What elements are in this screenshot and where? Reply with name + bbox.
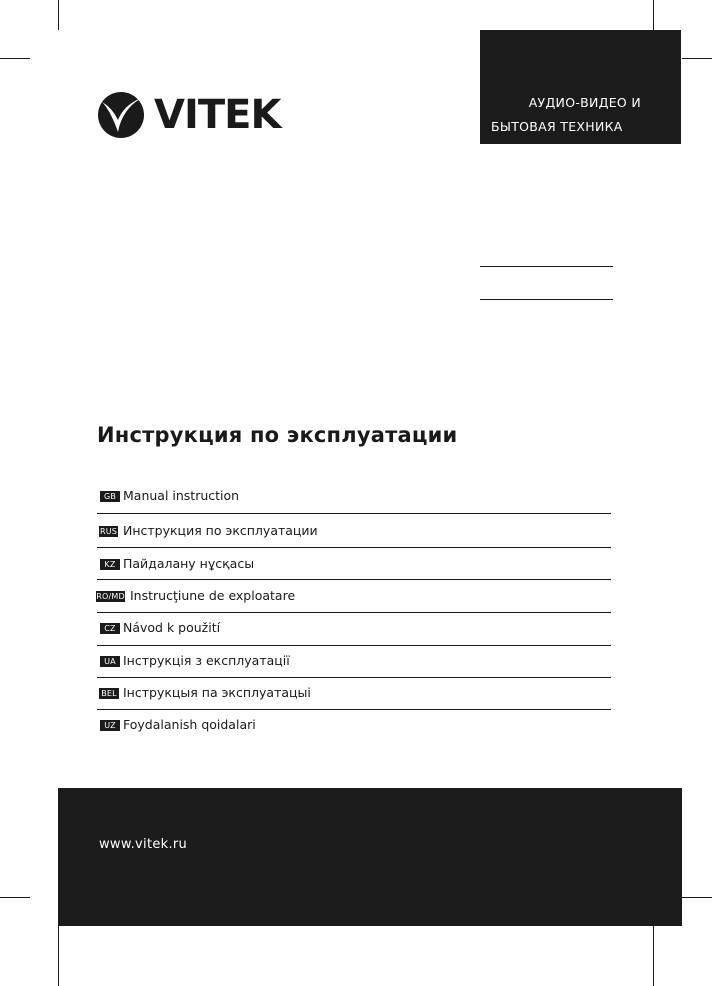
vitek-logo-icon xyxy=(98,92,144,138)
lang-label: Návod k použití xyxy=(123,620,221,635)
lang-item-bel xyxy=(97,685,611,720)
brand-name: VITEK xyxy=(154,92,281,138)
lang-code-badge: KZ xyxy=(100,559,120,570)
website-link[interactable]: www.vitek.ru xyxy=(99,837,188,852)
lang-item-gb xyxy=(97,488,611,523)
lang-label: Instrucţiune de exploatare xyxy=(130,588,296,603)
vitek-logo xyxy=(98,92,280,138)
lang-label: Инструкция по эксплуатации xyxy=(123,523,318,538)
crop-mark xyxy=(682,897,712,898)
lang-item-uz xyxy=(97,717,611,752)
lang-label: Foydalanish qoidalari xyxy=(123,717,256,732)
crop-mark xyxy=(653,0,654,30)
lang-code-badge: RUS xyxy=(99,527,118,536)
category-box xyxy=(480,30,681,144)
footer-panel xyxy=(58,788,682,926)
lang-item-rus xyxy=(97,523,611,558)
lang-code-badge: RO/MD xyxy=(96,592,125,601)
crop-mark xyxy=(0,58,30,59)
lang-code-badge: GB xyxy=(100,491,120,502)
divider xyxy=(97,645,611,646)
divider xyxy=(97,709,611,710)
model-line-1 xyxy=(480,266,613,267)
crop-mark xyxy=(58,926,59,986)
lang-code-badge: UA xyxy=(100,656,120,667)
lang-item-cz xyxy=(97,620,611,655)
lang-label: Пайдалану нұсқасы xyxy=(123,556,255,571)
model-line-2 xyxy=(480,299,613,300)
divider xyxy=(97,612,611,613)
category-line-1: АУДИО-ВИДЕО И xyxy=(528,95,641,110)
category-line-2: БЫТОВАЯ ТЕХНИКА xyxy=(491,119,623,134)
lang-label: Інструкція з експлуатації xyxy=(123,653,290,668)
crop-mark xyxy=(653,926,654,986)
crop-mark xyxy=(682,58,712,59)
lang-item-ua xyxy=(97,653,611,688)
lang-label: Manual instruction xyxy=(123,488,240,503)
lang-label: Інструкцыя па эксплуатацыі xyxy=(123,685,311,700)
lang-code-badge: BEL xyxy=(99,688,119,699)
lang-code-badge: CZ xyxy=(100,623,120,634)
divider xyxy=(97,547,611,548)
page-title: Инструкция по эксплуатации xyxy=(97,423,458,447)
lang-code-badge: UZ xyxy=(100,720,120,731)
lang-item-ro-md xyxy=(96,588,611,623)
lang-item-kz xyxy=(97,556,611,591)
crop-mark xyxy=(0,897,30,898)
divider xyxy=(97,579,611,580)
crop-mark xyxy=(58,0,59,30)
divider xyxy=(97,513,611,514)
divider xyxy=(97,677,611,678)
